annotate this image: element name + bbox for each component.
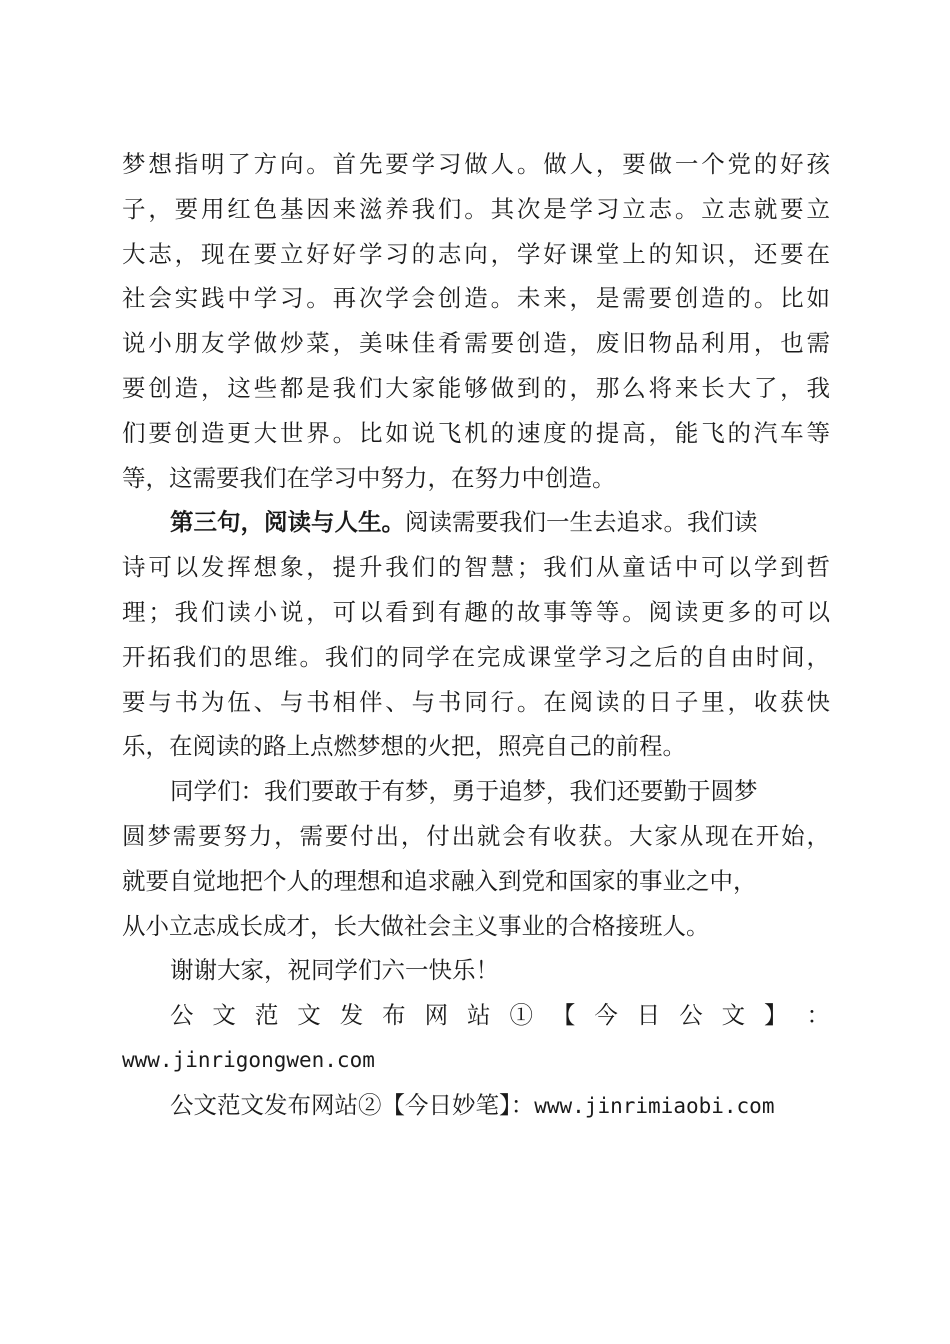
footer-site2-url: www.jinrimiaobi.com: [534, 1093, 775, 1118]
text-line: 社会实践中学习。再次学会创造。未来，是需要创造的。比如: [122, 284, 830, 313]
text-line: 梦想指明了方向。首先要学习做人。做人，要做一个党的好孩: [122, 150, 830, 178]
text-line: 大志，现在要立好好学习的志向，学好课堂上的知识，还要在: [122, 239, 830, 268]
text-line: 要创造，这些都是我们大家能够做到的，那么将来长大了，我: [122, 373, 830, 402]
text-line: 从小立志成长成才，长大做社会主义事业的合格接班人。: [122, 911, 710, 940]
text-line: 理；我们读小说，可以看到有趣的故事等等。阅读更多的可以: [122, 597, 830, 626]
footer-links: [122, 993, 830, 1127]
text-line: 圆梦需要努力，需要付出，付出就会有收获。大家从现在开始，: [122, 821, 830, 850]
closing-line: 谢谢大家，祝同学们六一快乐！: [170, 956, 499, 985]
text-line: 同学们：我们要敢于有梦，勇于追梦，我们还要勤于圆梦: [170, 777, 758, 806]
footer-site1-label: 公 文 范 文 发 布 网 站 ① 【 今 日 公 文 】 ：: [170, 1001, 830, 1030]
text-line: 就要自觉地把个人的理想和追求融入到党和国家的事业之中，: [122, 866, 757, 895]
section-heading: 第三句，阅读与人生。: [170, 508, 405, 537]
text-line: 等，这需要我们在学习中努力，在努力中创造。: [122, 463, 616, 492]
text-line: 们要创造更大世界。比如说飞机的速度的提高，能飞的汽车等: [122, 418, 830, 447]
paragraph-creation: [122, 142, 830, 500]
text-line: 诗可以发挥想象，提升我们的智慧；我们从童话中可以学到哲: [122, 553, 830, 582]
text-line: 要与书为伍、与书相伴、与书同行。在阅读的日子里，收获快: [122, 687, 830, 716]
paragraph-reading: [122, 500, 830, 769]
text-line: 乐，在阅读的路上点燃梦想的火把，照亮自己的前程。: [122, 732, 686, 761]
paragraph-classmates: [122, 769, 830, 948]
text-line: 子，要用红色基因来滋养我们。其次是学习立志。立志就要立: [122, 194, 830, 223]
footer-site2: [122, 1083, 830, 1128]
footer-site1-url: www.jinrigongwen.com: [122, 1047, 375, 1072]
footer-site2-label: 公文范文发布网站②【今日妙笔】：: [170, 1090, 535, 1119]
text-line: 开拓我们的思维。我们的同学在完成课堂学习之后的自由时间，: [122, 642, 830, 671]
text-span: 阅读需要我们一生去追求。我们读: [405, 508, 758, 537]
text-line: 说小朋友学做炒菜，美味佳肴需要创造，废旧物品利用，也需: [122, 329, 830, 358]
text-line: [122, 500, 830, 545]
document-page: [122, 142, 830, 1128]
